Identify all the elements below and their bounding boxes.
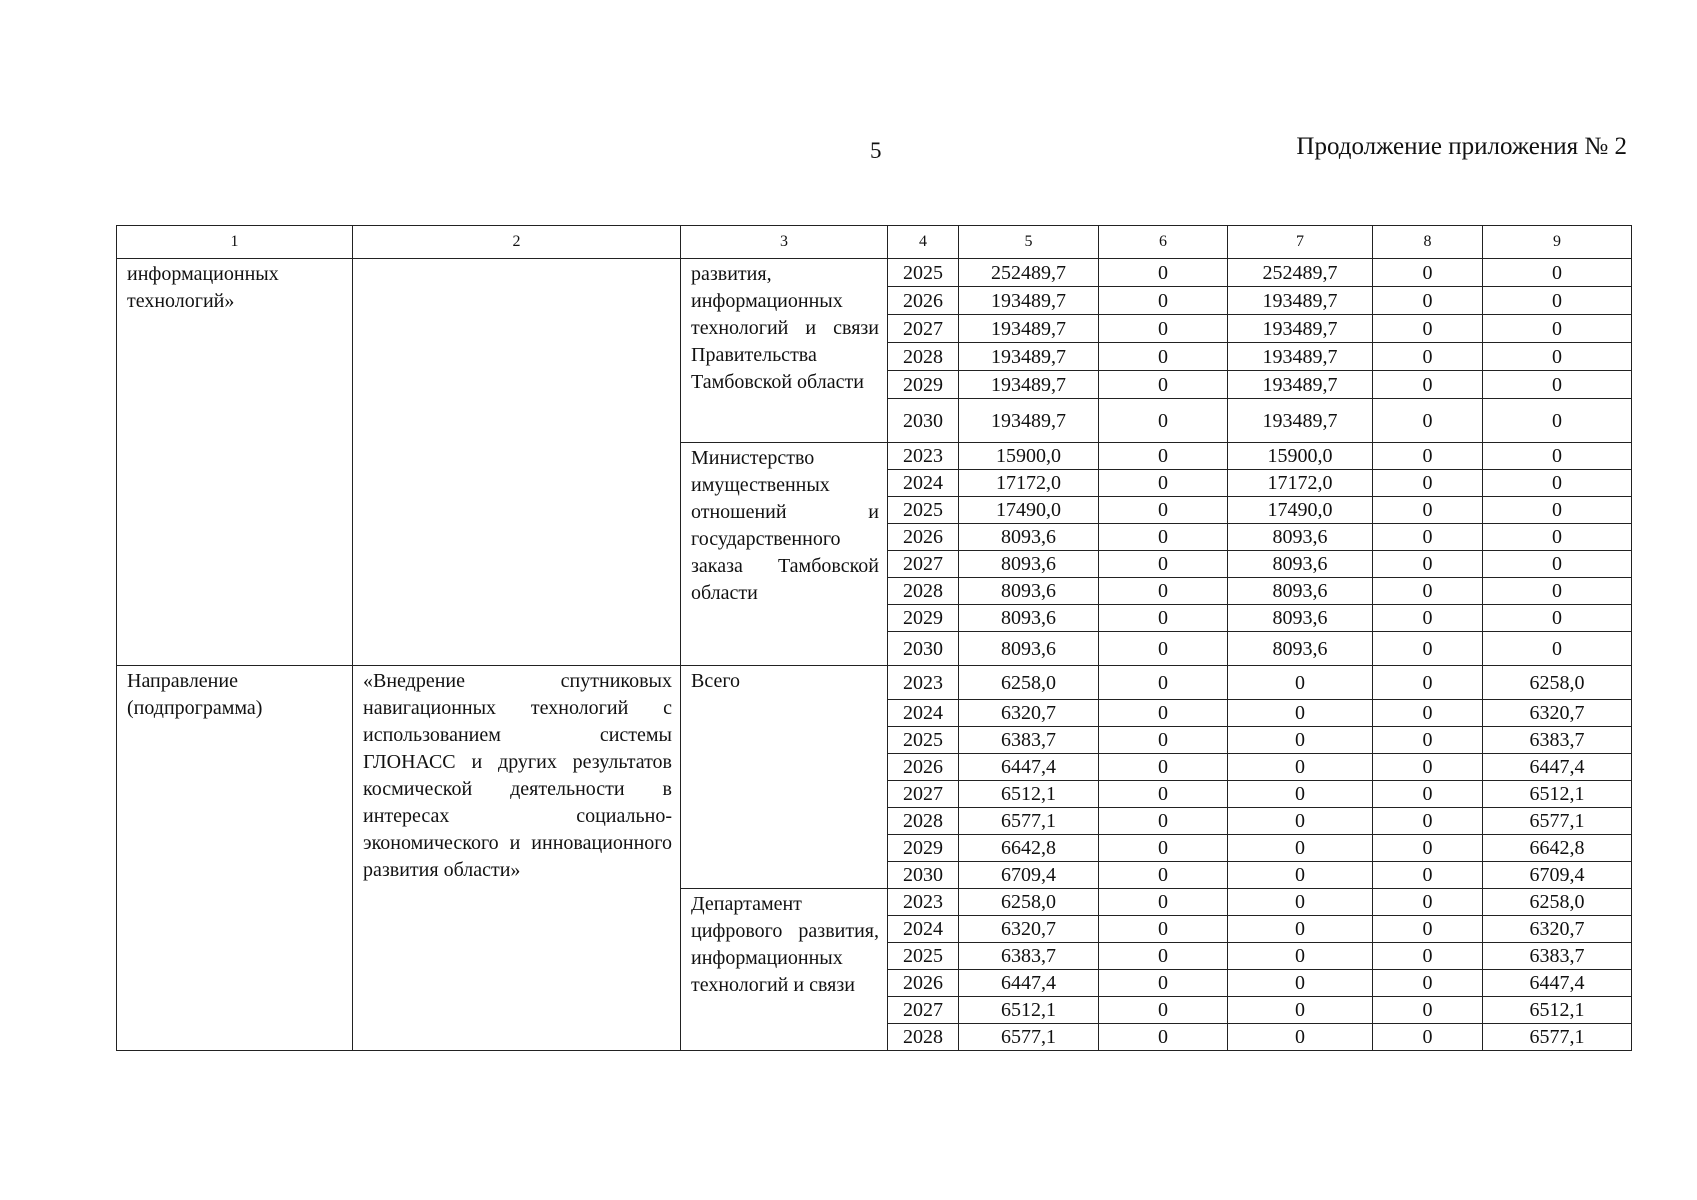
amount-cell: 0 xyxy=(1373,666,1483,700)
amount-cell: 0 xyxy=(1373,943,1483,970)
amount-cell: 6383,7 xyxy=(959,943,1099,970)
amount-cell: 0 xyxy=(1373,443,1483,470)
amount-cell: 193489,7 xyxy=(1228,343,1373,371)
amount-cell: 8093,6 xyxy=(959,524,1099,551)
amount-cell: 6512,1 xyxy=(959,781,1099,808)
amount-cell: 0 xyxy=(1483,551,1632,578)
year-cell: 2030 xyxy=(888,632,959,666)
amount-cell: 0 xyxy=(1099,943,1228,970)
amount-cell: 0 xyxy=(1373,808,1483,835)
amount-cell: 17490,0 xyxy=(1228,497,1373,524)
amount-cell: 0 xyxy=(1228,727,1373,754)
amount-cell: 6642,8 xyxy=(959,835,1099,862)
amount-cell: 0 xyxy=(1483,578,1632,605)
program-name-cell: «Внедрение спутниковых навигационных технологий с использованием системы ГЛОНАСС и других результатов космической деятельности в интересах социально-экономического и инновационного развития области» xyxy=(353,666,681,1051)
year-cell: 2028 xyxy=(888,578,959,605)
amount-cell: 6512,1 xyxy=(1483,997,1632,1024)
amount-cell: 0 xyxy=(1099,443,1228,470)
amount-cell: 6258,0 xyxy=(959,666,1099,700)
amount-cell: 0 xyxy=(1099,343,1228,371)
amount-cell: 0 xyxy=(1483,399,1632,443)
amount-cell: 0 xyxy=(1099,666,1228,700)
amount-cell: 17172,0 xyxy=(1228,470,1373,497)
amount-cell: 0 xyxy=(1099,524,1228,551)
year-cell: 2023 xyxy=(888,889,959,916)
amount-cell: 8093,6 xyxy=(1228,524,1373,551)
amount-cell: 6447,4 xyxy=(959,970,1099,997)
column-header: 1 xyxy=(117,226,353,259)
amount-cell: 0 xyxy=(1373,497,1483,524)
executor-cell: Всего xyxy=(681,666,888,889)
amount-cell: 0 xyxy=(1099,889,1228,916)
amount-cell: 8093,6 xyxy=(959,578,1099,605)
amount-cell: 0 xyxy=(1099,997,1228,1024)
year-cell: 2026 xyxy=(888,754,959,781)
amount-cell: 193489,7 xyxy=(959,315,1099,343)
amount-cell: 0 xyxy=(1099,835,1228,862)
amount-cell: 0 xyxy=(1228,835,1373,862)
amount-cell: 0 xyxy=(1373,578,1483,605)
amount-cell: 15900,0 xyxy=(1228,443,1373,470)
column-header: 3 xyxy=(681,226,888,259)
budget-table xyxy=(116,225,1632,1051)
amount-cell: 193489,7 xyxy=(1228,315,1373,343)
year-cell: 2024 xyxy=(888,470,959,497)
amount-cell: 0 xyxy=(1099,605,1228,632)
amount-cell: 0 xyxy=(1483,524,1632,551)
column-header: 5 xyxy=(959,226,1099,259)
executor-cell: Департамент цифрового развития, информационных технологий и связи xyxy=(681,889,888,1051)
amount-cell: 0 xyxy=(1099,259,1228,287)
amount-cell: 0 xyxy=(1228,754,1373,781)
amount-cell: 6320,7 xyxy=(1483,916,1632,943)
amount-cell: 193489,7 xyxy=(959,371,1099,399)
amount-cell: 8093,6 xyxy=(1228,578,1373,605)
amount-cell: 252489,7 xyxy=(959,259,1099,287)
amount-cell: 0 xyxy=(1373,754,1483,781)
amount-cell: 0 xyxy=(1228,916,1373,943)
amount-cell: 0 xyxy=(1099,399,1228,443)
executor-cell: Министерство имущественных отношений и государственного заказа Тамбовской области xyxy=(681,443,888,666)
column-header: 4 xyxy=(888,226,959,259)
column-header: 6 xyxy=(1099,226,1228,259)
amount-cell: 0 xyxy=(1099,862,1228,889)
year-cell: 2028 xyxy=(888,808,959,835)
column-number-row xyxy=(117,226,1632,259)
amount-cell: 0 xyxy=(1099,551,1228,578)
year-cell: 2025 xyxy=(888,943,959,970)
program-element-cell: Направление (подпрограмма) xyxy=(117,666,353,1051)
amount-cell: 0 xyxy=(1373,605,1483,632)
amount-cell: 0 xyxy=(1099,970,1228,997)
amount-cell: 0 xyxy=(1099,315,1228,343)
amount-cell: 0 xyxy=(1099,578,1228,605)
amount-cell: 193489,7 xyxy=(959,287,1099,315)
amount-cell: 6447,4 xyxy=(1483,754,1632,781)
amount-cell: 0 xyxy=(1099,470,1228,497)
program-element-cell: информационных технологий» xyxy=(117,259,353,666)
amount-cell: 0 xyxy=(1099,371,1228,399)
year-cell: 2028 xyxy=(888,343,959,371)
amount-cell: 0 xyxy=(1099,781,1228,808)
amount-cell: 0 xyxy=(1099,1024,1228,1051)
amount-cell: 6383,7 xyxy=(1483,727,1632,754)
year-cell: 2030 xyxy=(888,399,959,443)
amount-cell: 17490,0 xyxy=(959,497,1099,524)
amount-cell: 8093,6 xyxy=(1228,632,1373,666)
column-header: 2 xyxy=(353,226,681,259)
amount-cell: 0 xyxy=(1373,632,1483,666)
year-cell: 2023 xyxy=(888,443,959,470)
amount-cell: 0 xyxy=(1228,997,1373,1024)
amount-cell: 6709,4 xyxy=(1483,862,1632,889)
page-number: 5 xyxy=(870,138,882,163)
year-cell: 2026 xyxy=(888,970,959,997)
amount-cell: 0 xyxy=(1099,497,1228,524)
amount-cell: 0 xyxy=(1483,605,1632,632)
amount-cell: 0 xyxy=(1099,287,1228,315)
amount-cell: 0 xyxy=(1228,781,1373,808)
executor-cell: развития, информационных технологий и связи Правительства Тамбовской области xyxy=(681,259,888,443)
amount-cell: 8093,6 xyxy=(959,632,1099,666)
amount-cell: 0 xyxy=(1483,259,1632,287)
amount-cell: 0 xyxy=(1228,666,1373,700)
budget-table-body xyxy=(117,226,1632,1051)
amount-cell: 0 xyxy=(1373,287,1483,315)
amount-cell: 6512,1 xyxy=(1483,781,1632,808)
amount-cell: 0 xyxy=(1483,343,1632,371)
amount-cell: 0 xyxy=(1228,889,1373,916)
amount-cell: 0 xyxy=(1483,443,1632,470)
amount-cell: 6258,0 xyxy=(959,889,1099,916)
year-cell: 2026 xyxy=(888,287,959,315)
amount-cell: 0 xyxy=(1483,632,1632,666)
year-cell: 2025 xyxy=(888,497,959,524)
year-cell: 2027 xyxy=(888,997,959,1024)
amount-cell: 0 xyxy=(1373,259,1483,287)
amount-cell: 0 xyxy=(1228,1024,1373,1051)
year-cell: 2029 xyxy=(888,371,959,399)
amount-cell: 0 xyxy=(1373,862,1483,889)
table-row xyxy=(117,666,1632,700)
amount-cell: 0 xyxy=(1228,808,1373,835)
amount-cell: 0 xyxy=(1373,997,1483,1024)
amount-cell: 6320,7 xyxy=(959,700,1099,727)
amount-cell: 0 xyxy=(1099,632,1228,666)
amount-cell: 6642,8 xyxy=(1483,835,1632,862)
amount-cell: 0 xyxy=(1483,287,1632,315)
amount-cell: 17172,0 xyxy=(959,470,1099,497)
amount-cell: 6320,7 xyxy=(1483,700,1632,727)
appendix-continuation-title: Продолжение приложения № 2 xyxy=(1296,133,1627,160)
amount-cell: 0 xyxy=(1099,727,1228,754)
column-header: 9 xyxy=(1483,226,1632,259)
amount-cell: 6577,1 xyxy=(959,1024,1099,1051)
amount-cell: 193489,7 xyxy=(1228,287,1373,315)
amount-cell: 252489,7 xyxy=(1228,259,1373,287)
amount-cell: 6709,4 xyxy=(959,862,1099,889)
amount-cell: 0 xyxy=(1373,700,1483,727)
amount-cell: 6577,1 xyxy=(959,808,1099,835)
amount-cell: 193489,7 xyxy=(959,399,1099,443)
amount-cell: 0 xyxy=(1373,470,1483,497)
column-header: 7 xyxy=(1228,226,1373,259)
amount-cell: 0 xyxy=(1099,916,1228,943)
year-cell: 2027 xyxy=(888,781,959,808)
amount-cell: 0 xyxy=(1099,808,1228,835)
amount-cell: 6447,4 xyxy=(1483,970,1632,997)
amount-cell: 8093,6 xyxy=(1228,605,1373,632)
amount-cell: 0 xyxy=(1373,781,1483,808)
amount-cell: 0 xyxy=(1373,1024,1483,1051)
amount-cell: 6383,7 xyxy=(1483,943,1632,970)
amount-cell: 0 xyxy=(1373,371,1483,399)
amount-cell: 0 xyxy=(1373,551,1483,578)
year-cell: 2025 xyxy=(888,727,959,754)
amount-cell: 8093,6 xyxy=(959,551,1099,578)
year-cell: 2029 xyxy=(888,835,959,862)
amount-cell: 6320,7 xyxy=(959,916,1099,943)
amount-cell: 0 xyxy=(1373,399,1483,443)
amount-cell: 6383,7 xyxy=(959,727,1099,754)
amount-cell: 0 xyxy=(1373,889,1483,916)
year-cell: 2030 xyxy=(888,862,959,889)
amount-cell: 0 xyxy=(1373,343,1483,371)
amount-cell: 8093,6 xyxy=(1228,551,1373,578)
amount-cell: 0 xyxy=(1483,315,1632,343)
amount-cell: 6447,4 xyxy=(959,754,1099,781)
amount-cell: 193489,7 xyxy=(959,343,1099,371)
amount-cell: 0 xyxy=(1228,943,1373,970)
amount-cell: 0 xyxy=(1373,524,1483,551)
amount-cell: 6577,1 xyxy=(1483,808,1632,835)
amount-cell: 0 xyxy=(1373,315,1483,343)
amount-cell: 0 xyxy=(1228,700,1373,727)
amount-cell: 15900,0 xyxy=(959,443,1099,470)
year-cell: 2024 xyxy=(888,700,959,727)
amount-cell: 6512,1 xyxy=(959,997,1099,1024)
program-name-cell xyxy=(353,259,681,666)
year-cell: 2028 xyxy=(888,1024,959,1051)
amount-cell: 193489,7 xyxy=(1228,399,1373,443)
amount-cell: 6577,1 xyxy=(1483,1024,1632,1051)
year-cell: 2023 xyxy=(888,666,959,700)
year-cell: 2024 xyxy=(888,916,959,943)
amount-cell: 193489,7 xyxy=(1228,371,1373,399)
amount-cell: 0 xyxy=(1483,470,1632,497)
year-cell: 2027 xyxy=(888,315,959,343)
amount-cell: 6258,0 xyxy=(1483,666,1632,700)
year-cell: 2026 xyxy=(888,524,959,551)
amount-cell: 0 xyxy=(1373,835,1483,862)
amount-cell: 0 xyxy=(1483,497,1632,524)
year-cell: 2025 xyxy=(888,259,959,287)
amount-cell: 0 xyxy=(1228,970,1373,997)
amount-cell: 0 xyxy=(1373,727,1483,754)
amount-cell: 0 xyxy=(1099,754,1228,781)
amount-cell: 0 xyxy=(1483,371,1632,399)
amount-cell: 0 xyxy=(1373,916,1483,943)
amount-cell: 0 xyxy=(1228,862,1373,889)
amount-cell: 6258,0 xyxy=(1483,889,1632,916)
year-cell: 2029 xyxy=(888,605,959,632)
amount-cell: 0 xyxy=(1099,700,1228,727)
amount-cell: 8093,6 xyxy=(959,605,1099,632)
amount-cell: 0 xyxy=(1373,970,1483,997)
table-row xyxy=(117,259,1632,287)
column-header: 8 xyxy=(1373,226,1483,259)
year-cell: 2027 xyxy=(888,551,959,578)
